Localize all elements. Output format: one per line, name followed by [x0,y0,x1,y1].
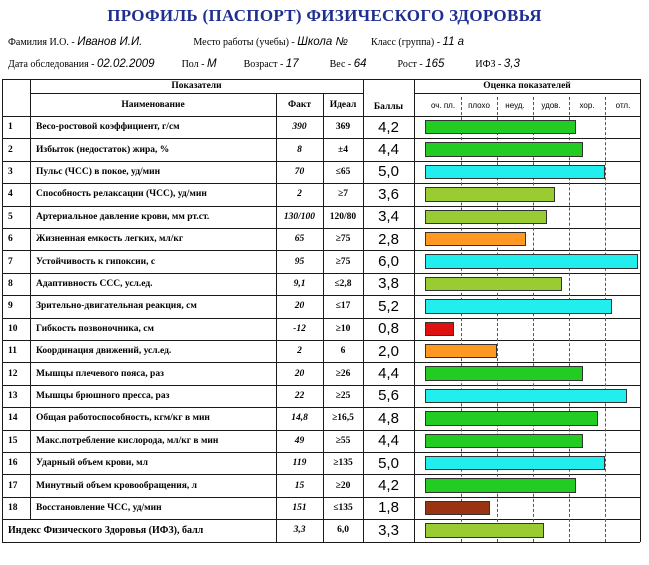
row-number: 4 [8,189,13,200]
header-ideal: Идеал [329,99,357,110]
row-ideal: ≥55 [335,435,351,446]
row-score: 4,2 [378,118,399,136]
ifz-value: 3,3 [503,58,520,70]
row-score: 2,8 [378,230,399,248]
score-bar [425,344,497,358]
score-bar [425,210,547,224]
row-name: Адаптивность ССС, усл.ед. [36,278,153,289]
score-bar [425,366,583,380]
scale-label: хор. [579,101,595,110]
row-score: 4,2 [378,477,399,495]
score-bar [425,142,583,156]
row-fact: 130/100 [283,211,316,222]
row-number: 5 [8,211,13,222]
scale-divider [533,97,534,542]
score-bar [425,501,490,515]
row-name: Мышцы брюшного пресса, раз [36,390,170,401]
row-number: 1 [8,122,13,133]
row-name: Мышцы плечевого пояса, раз [36,368,164,379]
height-value: 165 [425,58,445,70]
row-number: 9 [8,301,13,312]
row-score: 3,8 [378,275,399,293]
scale-divider [605,97,606,542]
score-bar [425,120,576,134]
summary-fact: 3,3 [293,525,306,536]
row-fact: 119 [292,458,307,469]
row-fact: 2 [297,346,302,357]
row-number: 2 [8,144,13,155]
summary-bar [425,523,544,537]
row-name: Ударный объем крови, мл [36,458,148,469]
row-fact: 8 [297,144,302,155]
row-name: Избыток (недостаток) жира, % [36,144,170,155]
row-name: Минутный объем кровообращения, л [36,480,197,491]
row-fact: 14,8 [291,413,308,424]
row-score: 4,4 [378,141,399,159]
score-bar [425,277,562,291]
row-score: 4,4 [378,365,399,383]
row-fact: 20 [294,301,305,312]
scale-divider [497,97,498,542]
score-bar [425,389,627,403]
row-ideal: ≤17 [335,301,351,312]
row-fact: 20 [294,368,305,379]
row-name: Артериальное давление крови, мм рт.ст. [36,211,210,222]
row-ideal: ≥26 [335,368,351,379]
sex-value: М [207,58,217,70]
row-fact: 151 [292,502,307,513]
row-number: 13 [8,390,18,401]
surname-label: Фамилия И.О. - [8,37,75,48]
scale-label: плохо [468,101,490,110]
row-score: 6,0 [378,253,399,271]
score-bar [425,232,526,246]
row-number: 8 [8,278,13,289]
row-fact: 9,1 [293,278,306,289]
row-ideal: ≤2,8 [334,278,352,289]
surname-value: Иванов И.И. [77,36,143,48]
row-number: 3 [8,166,13,177]
date-value: 02.02.2009 [97,58,155,70]
score-bar [425,254,638,268]
row-number: 16 [8,458,18,469]
header-name: Наименование [121,99,185,110]
row-name: Координация движений, усл.ед. [36,346,172,357]
row-name: Пульс (ЧСС) в покое, уд/мин [36,166,161,177]
row-fact: 22 [294,390,305,401]
summary-score: 3,3 [378,521,399,539]
row-fact: 390 [292,122,307,133]
date-label: Дата обследования - [8,59,95,70]
row-ideal: ≥16,5 [332,413,354,424]
sex-label: Пол - [181,59,205,70]
weight-label: Вес - [329,59,352,70]
score-bar [425,165,605,179]
score-bar [425,434,583,448]
summary-name: Индекс Физического Здоровья (ИФЗ), балл [8,524,204,536]
row-fact: 70 [294,166,305,177]
row-name: Макс.потребление кислорода, мл/кг в мин [36,435,219,446]
weight-value: 64 [353,58,367,70]
header-fact: Факт [287,99,312,110]
row-score: 3,4 [378,208,399,226]
header-scores: Баллы [373,101,404,112]
row-number: 14 [8,413,18,424]
class-value: 11 а [442,36,465,48]
row-score: 4,8 [378,409,399,427]
info-line-1 [8,36,464,48]
row-number: 11 [8,346,17,357]
row-name: Устойчивость к гипоксии, с [36,256,156,267]
row-score: 5,0 [378,163,399,181]
row-ideal: ≥7 [338,189,348,200]
workplace-label: Место работы (учебы) - [193,37,295,48]
score-bar [425,187,555,201]
row-name: Зрительно-двигательная реакция, см [36,301,197,312]
scale-label: отл. [615,101,631,110]
score-bar [425,322,454,336]
row-score: 5,2 [378,297,399,315]
row-name: Восстановление ЧСС, уд/мин [36,502,162,513]
row-score: 4,4 [378,432,399,450]
row-border [2,542,640,543]
row-number: 17 [8,480,18,491]
page-title: ПРОФИЛЬ (ПАСПОРТ) ФИЗИЧЕСКОГО ЗДОРОВЬЯ [107,6,542,25]
column-border [640,79,641,542]
class-label: Класс (группа) - [370,37,441,48]
row-fact: 49 [294,435,305,446]
column-border [414,79,415,542]
row-fact: 65 [294,234,305,245]
age-value: 17 [285,58,299,70]
summary-ideal: 6,0 [337,525,349,536]
row-ideal: ≥135 [333,458,353,469]
row-score: 5,6 [378,387,399,405]
row-ideal: ≥75 [335,256,351,267]
row-ideal: ≥20 [335,480,351,491]
score-bar [425,478,576,492]
row-ideal: ≥25 [335,390,351,401]
row-name: Гибкость позвоночника, см [36,323,154,334]
row-ideal: ±4 [338,144,348,155]
row-number: 10 [8,323,18,334]
row-name: Способность релаксации (ЧСС), уд/мин [36,189,207,200]
row-score: 0,8 [378,320,399,338]
row-fact: -12 [293,323,306,334]
row-number: 18 [8,502,18,513]
row-name: Весо-ростовой коэффициент, г/см [36,122,180,133]
scale-divider [569,97,570,542]
row-fact: 15 [294,480,305,491]
row-ideal: ≤65 [335,166,351,177]
row-number: 7 [8,256,13,267]
score-bar [425,299,612,313]
info-line-2 [8,58,520,70]
row-score: 1,8 [378,499,399,517]
height-label: Рост - [397,59,423,70]
ifz-label: ИФЗ - [475,59,502,70]
scale-label: удов. [541,101,561,110]
row-ideal: ≤135 [333,502,353,513]
row-ideal: 6 [340,346,346,357]
row-number: 12 [8,368,18,379]
row-score: 5,0 [378,454,399,472]
age-label: Возраст - [243,59,284,70]
row-fact: 2 [297,189,302,200]
row-number: 6 [8,234,13,245]
scale-label: оч. пл. [430,101,456,110]
row-ideal: 120/80 [329,211,357,222]
header-assessment: Оценка показателей [483,81,571,91]
row-name: Общая работоспособность, кгм/кг в мин [36,413,210,424]
scale-label: неуд. [505,101,525,110]
header-indicators: Показатели [171,81,222,91]
row-score: 2,0 [378,342,399,360]
scale-divider [461,97,462,542]
score-bar [425,456,605,470]
row-fact: 95 [294,256,305,267]
row-ideal: ≥10 [335,323,351,334]
score-bar [425,411,598,425]
row-ideal: 369 [335,122,351,133]
header-mid-border-right [414,93,640,94]
workplace-value: Школа № [297,36,348,48]
row-ideal: ≥75 [335,234,351,245]
row-score: 3,6 [378,185,399,203]
row-name: Жизненная емкость легких, мл/кг [36,234,184,245]
row-number: 15 [8,435,18,446]
